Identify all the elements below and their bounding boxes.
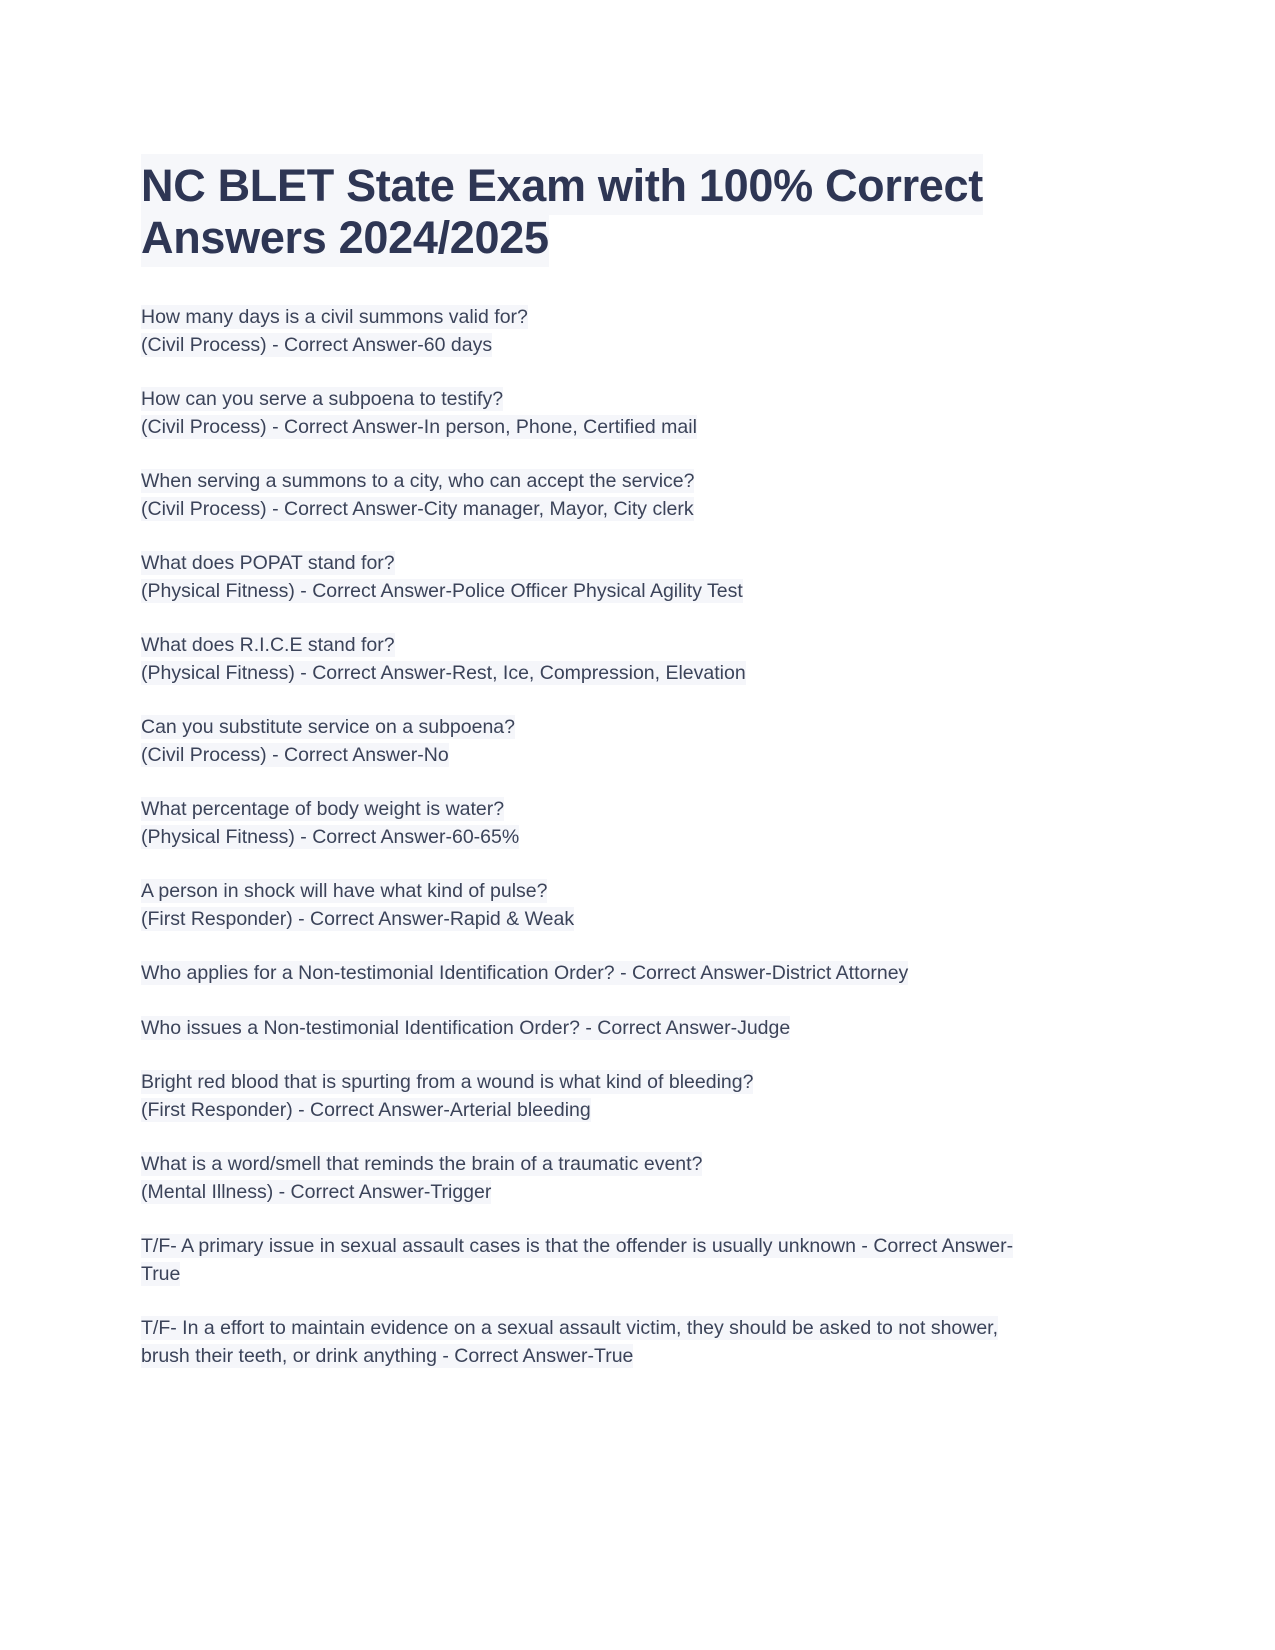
qa-answer-text: (Civil Process) - Correct Answer-City manager, Mayor, City clerk [141,497,694,520]
qa-question-text: What does POPAT stand for? [141,552,395,574]
qa-block [141,386,1041,441]
qa-block [141,1315,1041,1370]
qa-answer-text: (Physical Fitness) - Correct Answer-Rest, Ice, Compression, Elevation [141,661,746,684]
qa-answer-line [141,414,1041,442]
qa-question-line [141,550,1041,578]
qa-block [141,1151,1041,1206]
qa-block [141,304,1041,359]
qa-question-text: How can you serve a subpoena to testify? [141,388,504,410]
qa-question-line [141,1151,1041,1179]
qa-answer-line [141,1179,1041,1207]
qa-question-line [141,386,1041,414]
qa-answer-text: (First Responder) - Correct Answer-Rapid & Weak [141,907,575,930]
qa-question-line [141,1069,1041,1097]
page-title-wrapper [141,160,1073,264]
qa-question-text: Can you substitute service on a subpoena? [141,716,515,738]
qa-block [141,796,1041,851]
qa-answer-line [141,332,1041,360]
qa-answer-line [141,824,1041,852]
qa-answer-text: (Civil Process) - Correct Answer-In person, Phone, Certified mail [141,415,697,438]
qa-question-text: Bright red blood that is spurting from a wound is what kind of bleeding? [141,1071,754,1093]
qa-question-line [141,1015,1041,1043]
document-body [141,160,1081,1397]
qa-block [141,714,1041,769]
qa-answer-text: (Physical Fitness) - Correct Answer-60-65% [141,825,520,848]
qa-answer-line [141,906,1041,934]
qa-answer-line [141,1097,1041,1125]
qa-question-text: Who issues a Non-testimonial Identification Order? - Correct Answer-Judge [141,1016,791,1039]
qa-question-text: How many days is a civil summons valid for? [141,306,528,328]
qa-question-line [141,796,1041,824]
qa-question-line [141,714,1041,742]
qa-question-line [141,1233,1041,1288]
qa-block [141,878,1041,933]
qa-question-text: A person in shock will have what kind of pulse? [141,880,548,902]
qa-question-text: What is a word/smell that reminds the brain of a traumatic event? [141,1153,703,1175]
qa-block [141,550,1041,605]
qa-answer-line [141,742,1041,770]
qa-question-line [141,960,1041,988]
qa-answer-text: (Civil Process) - Correct Answer-60 days [141,333,493,356]
qa-block [141,1233,1041,1288]
qa-question-text: Who applies for a Non-testimonial Identification Order? - Correct Answer-District Attorney [141,962,909,984]
qa-block [141,468,1041,523]
qa-answer-line [141,496,1041,524]
qa-question-text: T/F- A primary issue in sexual assault cases is that the offender is usually unknown - Correct Answer-True [141,1235,1014,1285]
qa-block [141,632,1041,687]
qa-answer-text: (Physical Fitness) - Correct Answer-Police Officer Physical Agility Test [141,579,743,602]
page-title: NC BLET State Exam with 100% Correct Answers 2024/2025 [141,154,983,267]
qa-answer-text: (Civil Process) - Correct Answer-No [141,743,449,766]
qa-question-text: T/F- In a effort to maintain evidence on a sexual assault victim, they should be asked to not shower, brush their teeth, or drink anything - Correct Answer-True [141,1317,999,1367]
qa-block [141,1069,1041,1124]
qa-question-line [141,468,1041,496]
qa-question-text: What percentage of body weight is water? [141,798,505,820]
qa-question-text: What does R.I.C.E stand for? [141,634,395,656]
qa-question-line [141,632,1041,660]
qa-answer-text: (First Responder) - Correct Answer-Arterial bleeding [141,1098,591,1121]
qa-question-line [141,878,1041,906]
qa-question-line [141,1315,1041,1370]
qa-block [141,960,1041,988]
qa-question-text: When serving a summons to a city, who can accept the service? [141,470,695,492]
qa-question-line [141,304,1041,332]
qa-list [141,304,1081,1370]
qa-answer-line [141,578,1041,606]
qa-answer-line [141,660,1041,688]
qa-block [141,1015,1041,1043]
qa-answer-text: (Mental Illness) - Correct Answer-Trigger [141,1180,492,1203]
